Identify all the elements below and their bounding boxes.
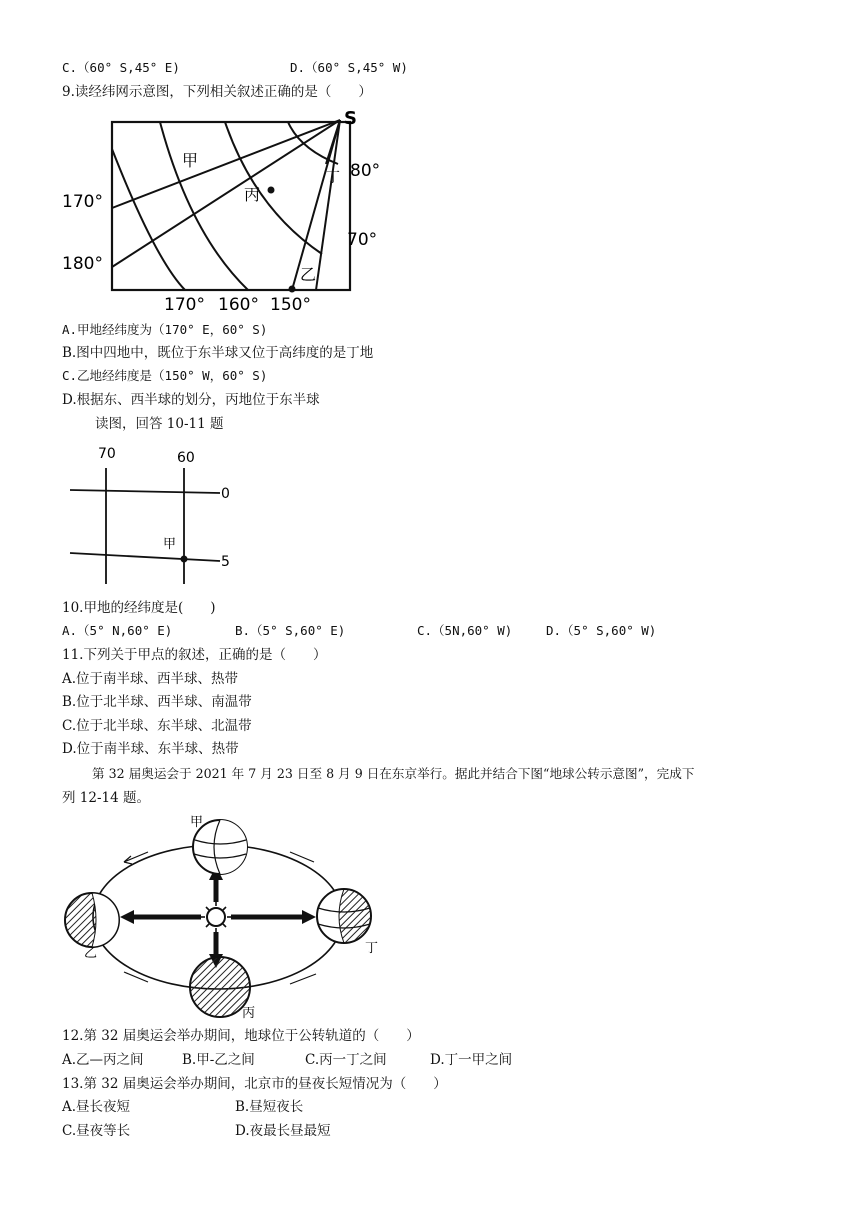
q13-option-a: A.昼长夜短	[62, 1099, 131, 1115]
q11-stem: 11.下列关于甲点的叙述，正确的是（ ）	[62, 647, 327, 663]
q10-option-c: C.（5N,60° W)	[417, 623, 513, 638]
lat-label-80: 80°	[350, 161, 381, 181]
point-ding-label: 丁	[326, 170, 340, 186]
point-jia-label: 甲	[182, 151, 199, 170]
q13-option-c: C.昼夜等长	[62, 1123, 131, 1139]
lon-60-label: 60	[177, 450, 195, 466]
simple-grid-figure	[62, 438, 242, 590]
lat-label-170: 170°	[62, 192, 103, 212]
q13-stem: 13.第 32 届奥运会举办期间，北京市的昼夜长短情况为（ ）	[62, 1076, 447, 1092]
lon-label-160: 160°	[218, 295, 259, 315]
lon-70-label: 70	[98, 446, 116, 462]
lat-label-70: 70°	[347, 230, 378, 250]
lon-label-170: 170°	[164, 295, 205, 315]
q12-option-b: B.甲-乙之间	[182, 1052, 255, 1068]
q11-option-b: B.位于北半球、西半球、南温带	[62, 694, 252, 710]
q12-stem: 12.第 32 届奥运会举办期间，地球位于公转轨道的（ ）	[62, 1028, 420, 1044]
q9-option-b: B.图中四地中，既位于东半球又位于高纬度的是丁地	[62, 345, 374, 361]
q13-option-d: D.夜最长昼最短	[235, 1123, 331, 1139]
pole-label: S	[344, 108, 357, 129]
q9-option-c: C.乙地经纬度是（150° W，60° S)	[62, 368, 268, 383]
q9-stem: 9.读经纬网示意图，下列相关叙述正确的是（ ）	[62, 84, 372, 100]
earth-orbit-figure	[58, 812, 398, 1022]
orbit-pos-bing: 丙	[242, 1006, 256, 1021]
orbit-pos-jia: 甲	[190, 815, 204, 830]
q10-option-d: D.（5° S,60° W)	[546, 623, 657, 638]
q12-option-d: D.丁一甲之间	[430, 1052, 513, 1068]
q10-stem: 10.甲地的经纬度是( )	[62, 600, 216, 616]
point-yi-label: 乙	[300, 265, 317, 284]
q8-option-c: C.（60° S,45° E)	[62, 60, 180, 75]
q10-option-a: A.（5° N,60° E)	[62, 623, 173, 638]
q11-option-c: C.位于北半球、东半球、北温带	[62, 718, 252, 734]
orbit-pos-ding: 丁	[365, 941, 379, 956]
lat-lon-grid-figure	[60, 104, 381, 315]
lat-0-label: 0	[221, 486, 230, 502]
intro-12-14-line1: 第 32 届奥运会于 2021 年 7 月 23 日至 8 月 9 日在东京举行。据此并结合下图“地球公转示意图”，完成下	[92, 766, 695, 781]
q10-option-b: B.（5° S,60° E)	[235, 623, 346, 638]
q12-option-a: A.乙—丙之间	[62, 1052, 144, 1068]
q11-option-d: D.位于南半球、东半球、热带	[62, 741, 239, 757]
q12-option-c: C.丙一丁之间	[305, 1052, 387, 1068]
q9-option-d: D.根据东、西半球的划分，丙地位于东半球	[62, 392, 320, 408]
lat-label-180: 180°	[62, 254, 103, 274]
point-jia-label: 甲	[163, 537, 177, 552]
q13-option-b: B.昼短夜长	[235, 1099, 304, 1115]
q11-option-a: A.位于南半球、西半球、热带	[62, 671, 239, 687]
point-bing-label: 丙	[244, 185, 261, 204]
q8-option-d: D.（60° S,45° W)	[290, 60, 408, 75]
lon-label-150: 150°	[270, 295, 311, 315]
q9-option-a: A.甲地经纬度为（170° E，60° S)	[62, 322, 268, 337]
orbit-pos-yi: 乙	[84, 946, 98, 961]
intro-10-11: 读图，回答 10-11 题	[95, 416, 224, 432]
lat-5-label: 5	[221, 554, 230, 570]
intro-12-14-line2: 列 12-14 题。	[62, 790, 151, 806]
